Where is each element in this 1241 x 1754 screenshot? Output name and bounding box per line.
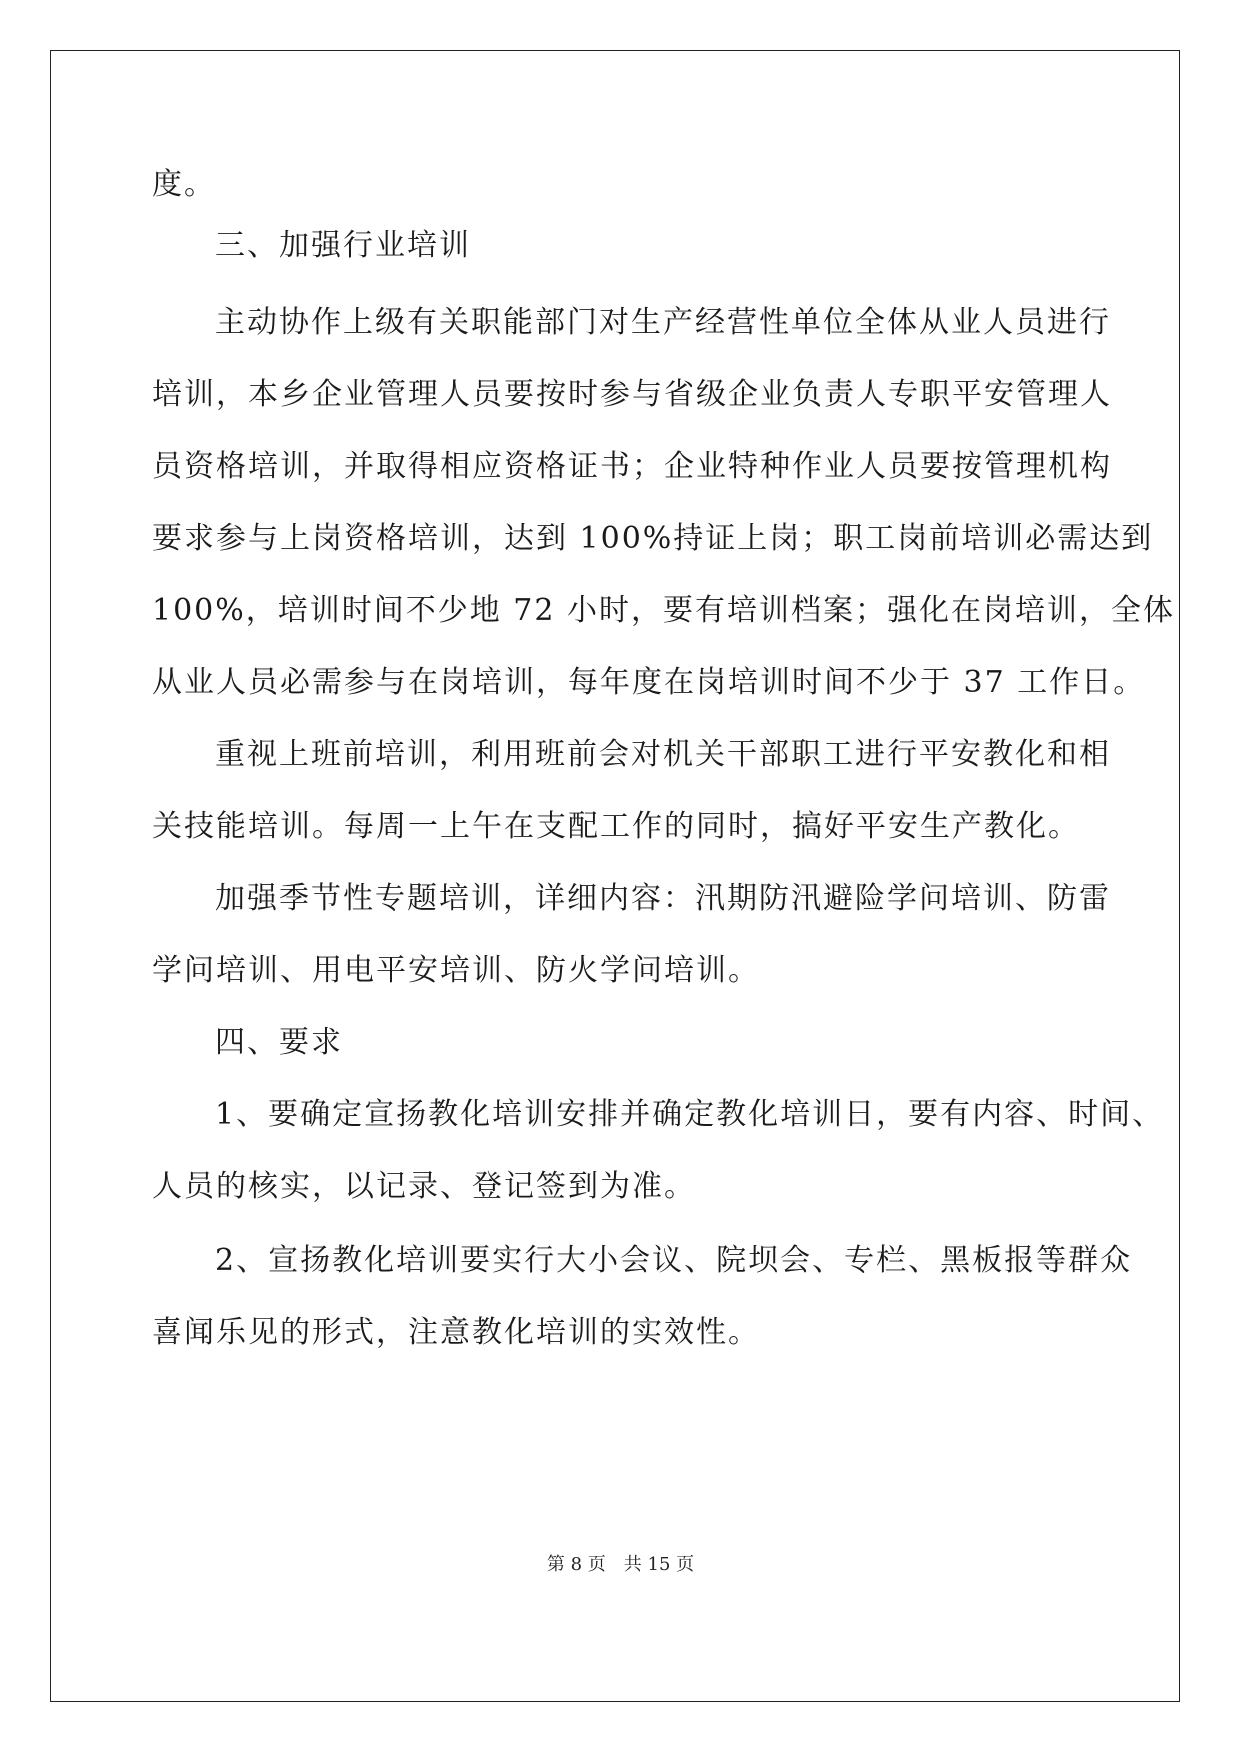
body-line: 关技能培训。每周一上午在支配工作的同时，搞好平安生产教化。	[152, 809, 1080, 844]
body-line: 员资格培训，并取得相应资格证书；企业特种作业人员要按管理机构	[152, 449, 1112, 484]
body-line: 100%，培训时间不少地 72 小时，要有培训档案；强化在岗培训，全体	[152, 593, 1176, 628]
body-line: 主动协作上级有关职能部门对生产经营性单位全体从业人员进行	[215, 305, 1111, 340]
body-line: 喜闻乐见的形式，注意教化培训的实效性。	[152, 1315, 760, 1350]
body-line: 1、要确定宣扬教化培训安排并确定教化培训日，要有内容、时间、	[215, 1097, 1165, 1132]
body-line: 2、宣扬教化培训要实行大小会议、院坝会、专栏、黑板报等群众	[215, 1243, 1133, 1278]
body-line: 重视上班前培训，利用班前会对机关干部职工进行平安教化和相	[215, 737, 1111, 772]
body-line: 要求参与上岗资格培训，达到 100%持证上岗；职工岗前培训必需达到	[152, 521, 1154, 556]
body-line: 加强季节性专题培训，详细内容：汛期防汛避险学问培训、防雷	[215, 881, 1111, 916]
section-heading: 四、要求	[215, 1025, 343, 1060]
page-number: 第 8 页 共 15 页	[546, 1554, 695, 1575]
body-line: 度。	[152, 167, 216, 202]
body-line: 人员的核实，以记录、登记签到为准。	[152, 1169, 696, 1204]
page-border	[50, 50, 1180, 1702]
body-line: 培训，本乡企业管理人员要按时参与省级企业负责人专职平安管理人	[152, 377, 1112, 412]
body-line: 学问培训、用电平安培训、防火学问培训。	[152, 953, 760, 988]
section-heading: 三、加强行业培训	[215, 228, 471, 263]
body-line: 从业人员必需参与在岗培训，每年度在岗培训时间不少于 37 工作日。	[152, 665, 1146, 700]
